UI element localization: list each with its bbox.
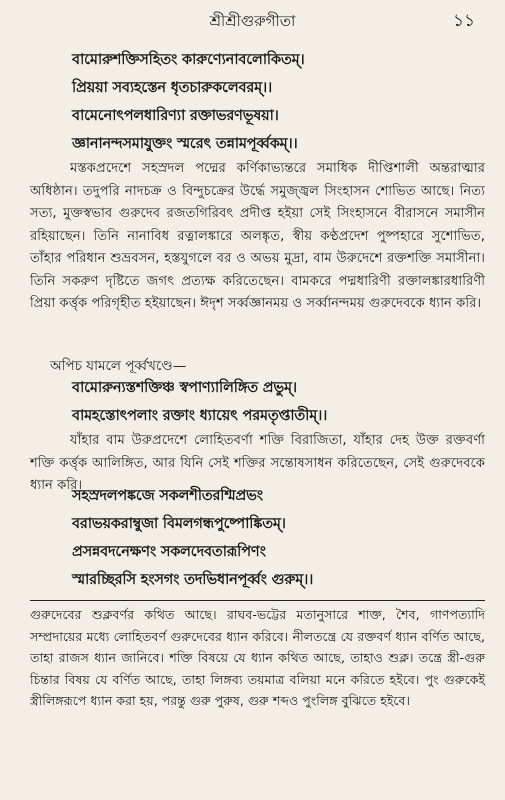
footnote-divider (30, 600, 485, 601)
verse-line: বরাভয়করাম্বুজা বিমলগন্ধপুষ্পোঙ্কিতম্। (72, 516, 286, 532)
verse-line: সহস্রদলপঙ্কজে সকলশীতরশ্মিপ্রভং (72, 488, 263, 504)
paragraph-text: যাঁহার বাম উরুপ্রদেশে লোহিতবর্ণা শক্তি বিরাজিতা, যাঁহার দেহ উক্ত রক্তবর্ণা শক্তি কর্ত্তৃক আলিঙ্গিত, আর যিনি সেই শক্তির সন্তোষসাধন করিতেছেন, সেই গুরুদেবকে ধ্যান করি। (30, 433, 485, 493)
verse-line: বামোরুশক্তিসহিতং কারুণ্যেনাবলোকিতম্। (72, 52, 305, 68)
verse-line: প্রিয়য়া সব্যহস্তেন ধৃতচারুকলেবরম্।। (72, 80, 272, 96)
page-header (0, 4, 505, 38)
verse-line: প্রসন্নবদনেক্ষণং সকলদেবতারূপিণং (72, 544, 266, 560)
verse-block-2 (72, 374, 482, 430)
page-number: ১১ (452, 11, 475, 31)
paragraph-text: মস্তকপ্রদেশে সহস্রদল পদ্মের কর্ণিকাভ্যন্তরে সমাধিক দীপ্তিশালী অন্তরাত্মার অধিষ্ঠান। তদুপরি নাদচক্র ও বিন্দুচক্রের উর্দ্ধে সমুজ্জ্বল সিংহাসন শোভিত আছে। নিত্য সত্য, মুক্তস্বভাব গুরুদেব রজতগিরিবৎ প্রদীপ্ত হইয়া সেই সিংহাসনে বীরাসনে সমাসীন রহিয়াছেন। তিনি নানাবিধ রত্নালঙ্কারে অলঙ্কৃত, স্বীয় কণ্ঠপ্রদেশ পুষ্পহারে সুশোভিত, তাঁহার পরিধান শুভ্রবসন, হস্তযুগলে বর ও অভয় মুদ্রা, বাম উরুদেশে রক্তশক্তি সমাসীনা। তিনি সকরুণ দৃষ্টিতে জগৎ প্রত্যক্ষ করিতেছেন। বামকরে পদ্মধারিণী রক্তালঙ্কারধারিণী প্রিয়া কর্ত্তৃক পরিগৃহীত হইয়াছেন। ঈদৃশ সর্ব্বজ্ঞানময় ও সর্ব্বানন্দময় গুরুদেবকে ধ্যান করি। (30, 161, 485, 311)
section-subheading: অপিচ যামলে পূর্ব্বখণ্ডে— (50, 358, 187, 374)
verse-line: বামেনোৎপলধারিণ্যা রক্তাভরণভূষয়া। (72, 108, 279, 124)
commentary-paragraph-1 (30, 158, 485, 316)
running-title: শ্রীশ্রীগুরুগীতা (209, 12, 296, 30)
verse-block-3 (72, 482, 482, 594)
verse-line: বামহস্তোৎপলাং রক্তাং ধ্যায়েৎ পরমতৃপ্তাতীম্।। (72, 408, 328, 424)
verse-block-1 (72, 46, 482, 158)
footnote-text: গুরুদেবের শুক্লবর্ণর কথিত আছে। রাঘব-ভট্টের মতানুসারে শাক্ত, শৈব, গাণপত্যাদি সম্প্রদায়ের মধ্যে লোহিতবর্ণ গুরুদেবের ধ্যান করিবে। নীলতন্ত্রে যে রক্তবর্ণ ধ্যান বর্ণিত আছে, তাহা রাজস ধ্যান জানিবে। শক্তি বিষয়ে যে ধ্যান কথিত আছে, তাহাও শুক্ল। তন্ত্রে স্ত্রী-গুরু চিন্তার বিষয় যে বর্ণিত আছে, তাহা লিঙ্গব্য তয়মাত্র বলিয়া মনে করিতে হইবে। পুং গুরুকেই স্ত্রীলিঙ্গরূপে ধ্যান করা হয়, পরন্তু গুরু পুরুষ, গুরু শব্দও পুংলিঙ্গ বুঝিতে হইবে। (30, 607, 485, 708)
verse-line: স্মারচ্ছিরসি হংসগং তদভিধানপূর্ব্বং গুরুম্।। (72, 572, 314, 588)
verse-line: বামোরুন্যস্তশক্তিঞ্চ স্বপাণ্যালিঙ্গিত প্রভুম্। (72, 380, 297, 396)
verse-line: জ্ঞানানন্দসমাযুক্তং স্মরেৎ তন্নামপূর্ব্বকম্।। (72, 136, 298, 152)
footnote (30, 604, 485, 712)
